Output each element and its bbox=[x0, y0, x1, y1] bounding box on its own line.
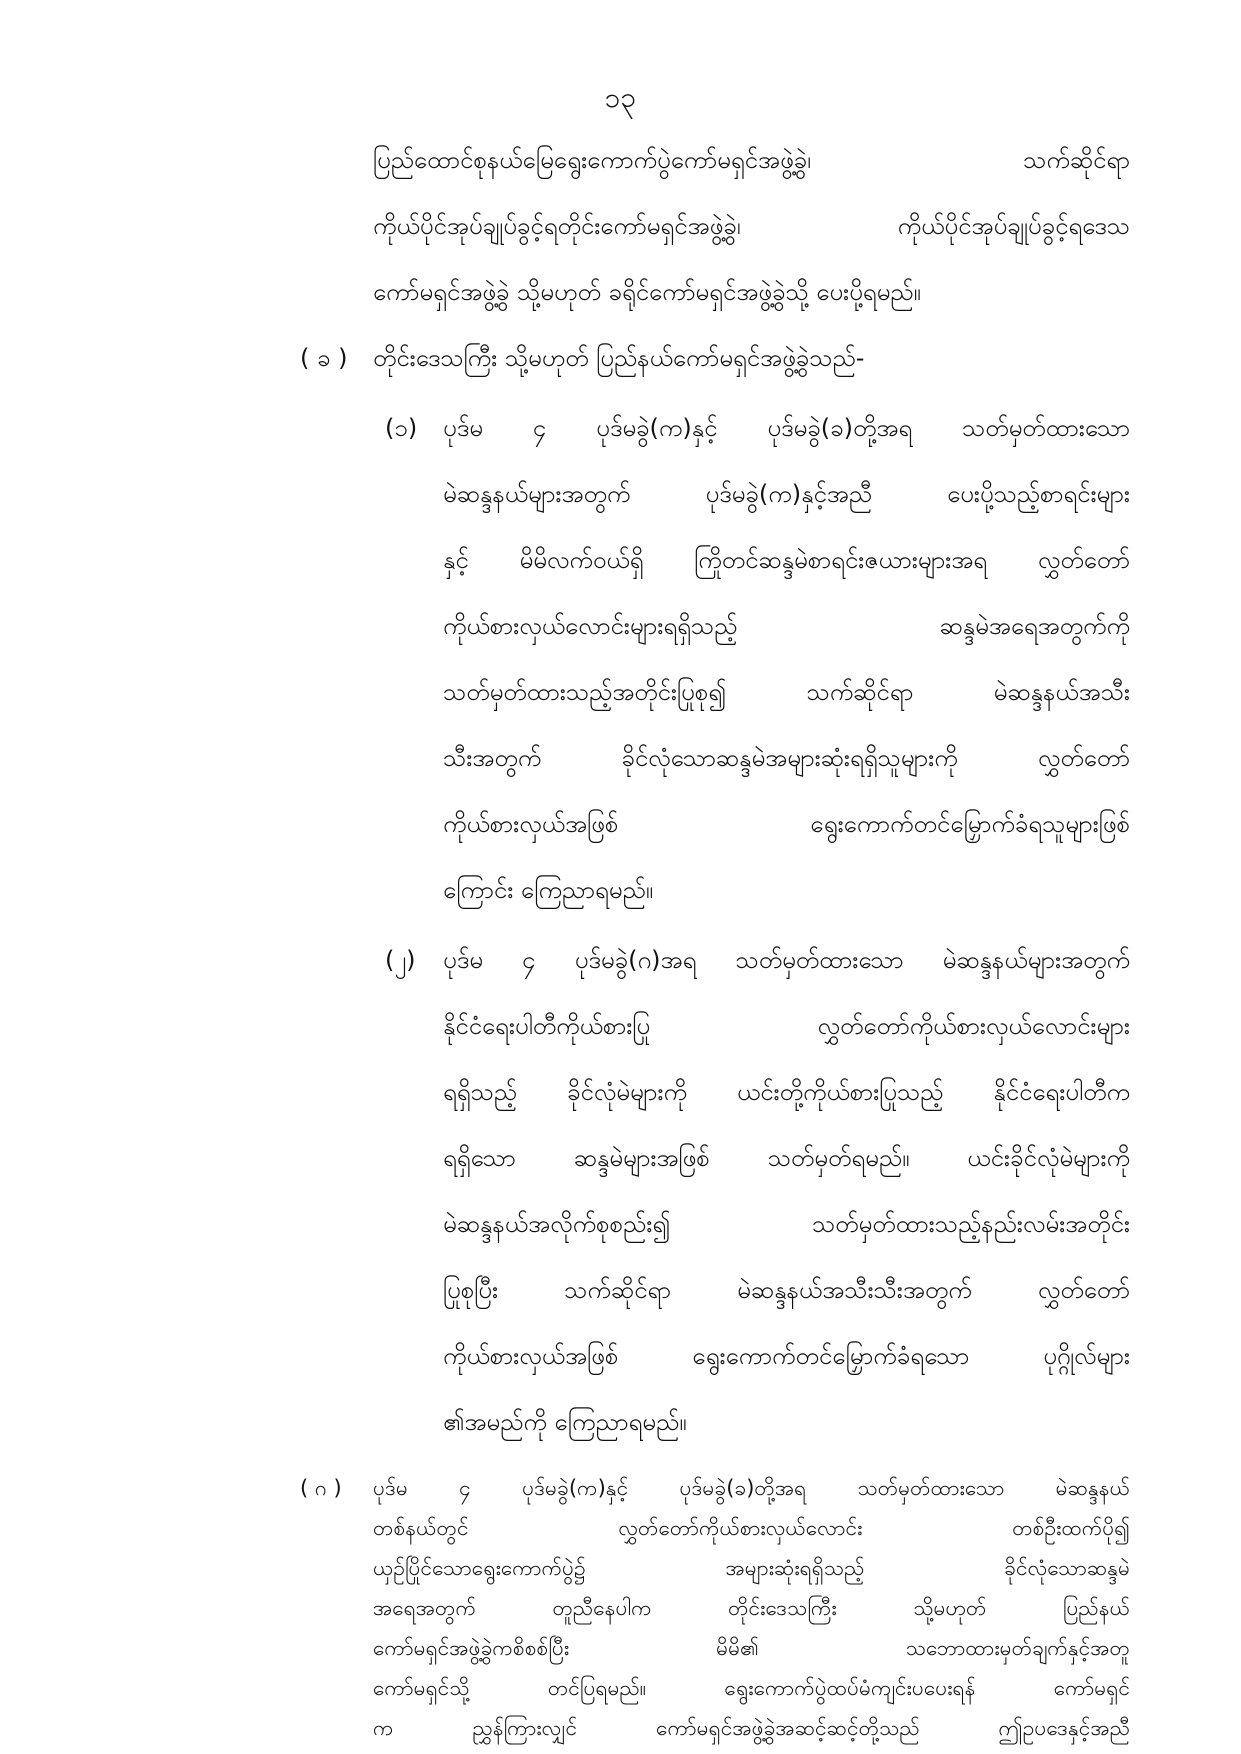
section-g-line: ယှဉ်ပြိုင်သောရွေးကောက်ပွဲ၌ အများဆုံးရရှိသည့် ခိုင်လုံသောဆန္ဒမဲ bbox=[373, 1556, 1130, 1580]
item-marker: (၂) bbox=[385, 946, 416, 974]
item-line: ကိုယ်စားလှယ်အဖြစ် ရွေးကောက်တင်မြှောက်ခံရသော ပုဂ္ဂိုလ်များ bbox=[443, 1342, 1130, 1370]
section-g-line: အရေအတွက် တူညီနေပါက တိုင်းဒေသကြီး သို့မဟုတ် ပြည်နယ် bbox=[373, 1596, 1130, 1620]
item-line: ရရှိသည့် ခိုင်လုံမဲများကို ယင်းတို့ကိုယ်စားပြုသည့် နိုင်ငံရေးပါတီက bbox=[443, 1078, 1130, 1106]
item-line: ကြောင်း ကြေညာရမည်။ bbox=[443, 876, 653, 904]
section-g-line: က ညွှန်ကြားလျှင် ကော်မရှင်အဖွဲ့ခွဲအဆင့်ဆင့်တို့သည် ဤဥပဒေနှင့်အညီ bbox=[373, 1716, 1130, 1740]
item-line: ကိုယ်စားလှယ်အဖြစ် ရွေးကောက်တင်မြှောက်ခံရသူများဖြစ် bbox=[443, 810, 1130, 838]
page-number: ၁၃ bbox=[604, 81, 637, 114]
section-g-line: ပုဒ်မ ၄ ပုဒ်မခွဲ(က)နှင့် ပုဒ်မခွဲ(ခ)တို့အရ သတ်မှတ်ထားသော မဲဆန္ဒနယ် bbox=[373, 1476, 1130, 1500]
section-g-line: ကော်မရှင်သို့ တင်ပြရမည်။ ရွေးကောက်ပွဲထပ်မံကျင်းပပေးရန် ကော်မရှင် bbox=[373, 1676, 1130, 1700]
section-g-line: တစ်နယ်တွင် လွှတ်တော်ကိုယ်စားလှယ်လောင်း တစ်ဦးထက်ပို၍ bbox=[373, 1516, 1130, 1540]
item-line: နိုင်ငံရေးပါတီကိုယ်စားပြု လွှတ်တော်ကိုယ်စားလှယ်လောင်းများ bbox=[443, 1012, 1130, 1040]
section-b-marker: ( ခ ) bbox=[300, 344, 348, 372]
item-line: နှင့် မိမိလက်ဝယ်ရှိ ကြိုတင်ဆန္ဒမဲစာရင်းဇယားများအရ လွှတ်တော် bbox=[443, 546, 1130, 574]
item-line: ပုဒ်မ ၄ ပုဒ်မခွဲ(က)နှင့် ပုဒ်မခွဲ(ခ)တို့အရ သတ်မှတ်ထားသော bbox=[443, 414, 1130, 442]
item-line: ရရှိသော ဆန္ဒမဲများအဖြစ် သတ်မှတ်ရမည်။ ယင်းခိုင်လုံမဲများကို bbox=[443, 1144, 1130, 1172]
item-line: မဲဆန္ဒနယ်အလိုက်စုစည်း၍ သတ်မှတ်ထားသည့်နည်းလမ်းအတိုင်း bbox=[443, 1210, 1130, 1238]
intro-line: ပြည်ထောင်စုနယ်မြေရွေးကောက်ပွဲကော်မရှင်အဖွဲ့ခွဲ၊ သက်ဆိုင်ရာ bbox=[373, 146, 1130, 174]
item-line: ၏အမည်ကို ကြေညာရမည်။ bbox=[443, 1408, 687, 1436]
item-marker: (၁) bbox=[385, 414, 418, 442]
intro-line: ကိုယ်ပိုင်အုပ်ချုပ်ခွင့်ရတိုင်းကော်မရှင်အဖွဲ့ခွဲ၊ ကိုယ်ပိုင်အုပ်ချုပ်ခွင့်ရဒေသ bbox=[373, 212, 1130, 240]
section-g-marker: ( ဂ ) bbox=[300, 1476, 342, 1500]
item-line: မဲဆန္ဒနယ်များအတွက် ပုဒ်မခွဲ(က)နှင့်အညီ ပေးပို့သည့်စာရင်းများ bbox=[443, 480, 1130, 508]
intro-line: ကော်မရှင်အဖွဲ့ခွဲ သို့မဟုတ် ခရိုင်ကော်မရှင်အဖွဲ့ခွဲသို့ ပေးပို့ရမည်။ bbox=[373, 278, 921, 306]
section-g-line: ကော်မရှင်အဖွဲ့ခွဲကစိစစ်ပြီး မိမိ၏ သဘောထားမှတ်ချက်နှင့်အတူ bbox=[373, 1636, 1130, 1660]
item-line: သတ်မှတ်ထားသည့်အတိုင်းပြုစု၍ သက်ဆိုင်ရာ မဲဆန္ဒနယ်အသီး bbox=[443, 678, 1130, 706]
item-line: ပုဒ်မ ၄ ပုဒ်မခွဲ(ဂ)အရ သတ်မှတ်ထားသော မဲဆန္ဒနယ်များအတွက် bbox=[443, 946, 1130, 974]
item-line: ကိုယ်စားလှယ်လောင်းများရရှိသည့် ဆန္ဒမဲအရေအတွက်ကို bbox=[443, 612, 1130, 640]
item-line: သီးအတွက် ခိုင်လုံသောဆန္ဒမဲအများဆုံးရရှိသူများကို လွှတ်တော် bbox=[443, 744, 1130, 772]
section-b-heading: တိုင်းဒေသကြီး သို့မဟုတ် ပြည်နယ်ကော်မရှင်အဖွဲ့ခွဲသည်- bbox=[373, 344, 865, 372]
item-line: ပြုစုပြီး သက်ဆိုင်ရာ မဲဆန္ဒနယ်အသီးသီးအတွက် လွှတ်တော် bbox=[443, 1276, 1130, 1304]
